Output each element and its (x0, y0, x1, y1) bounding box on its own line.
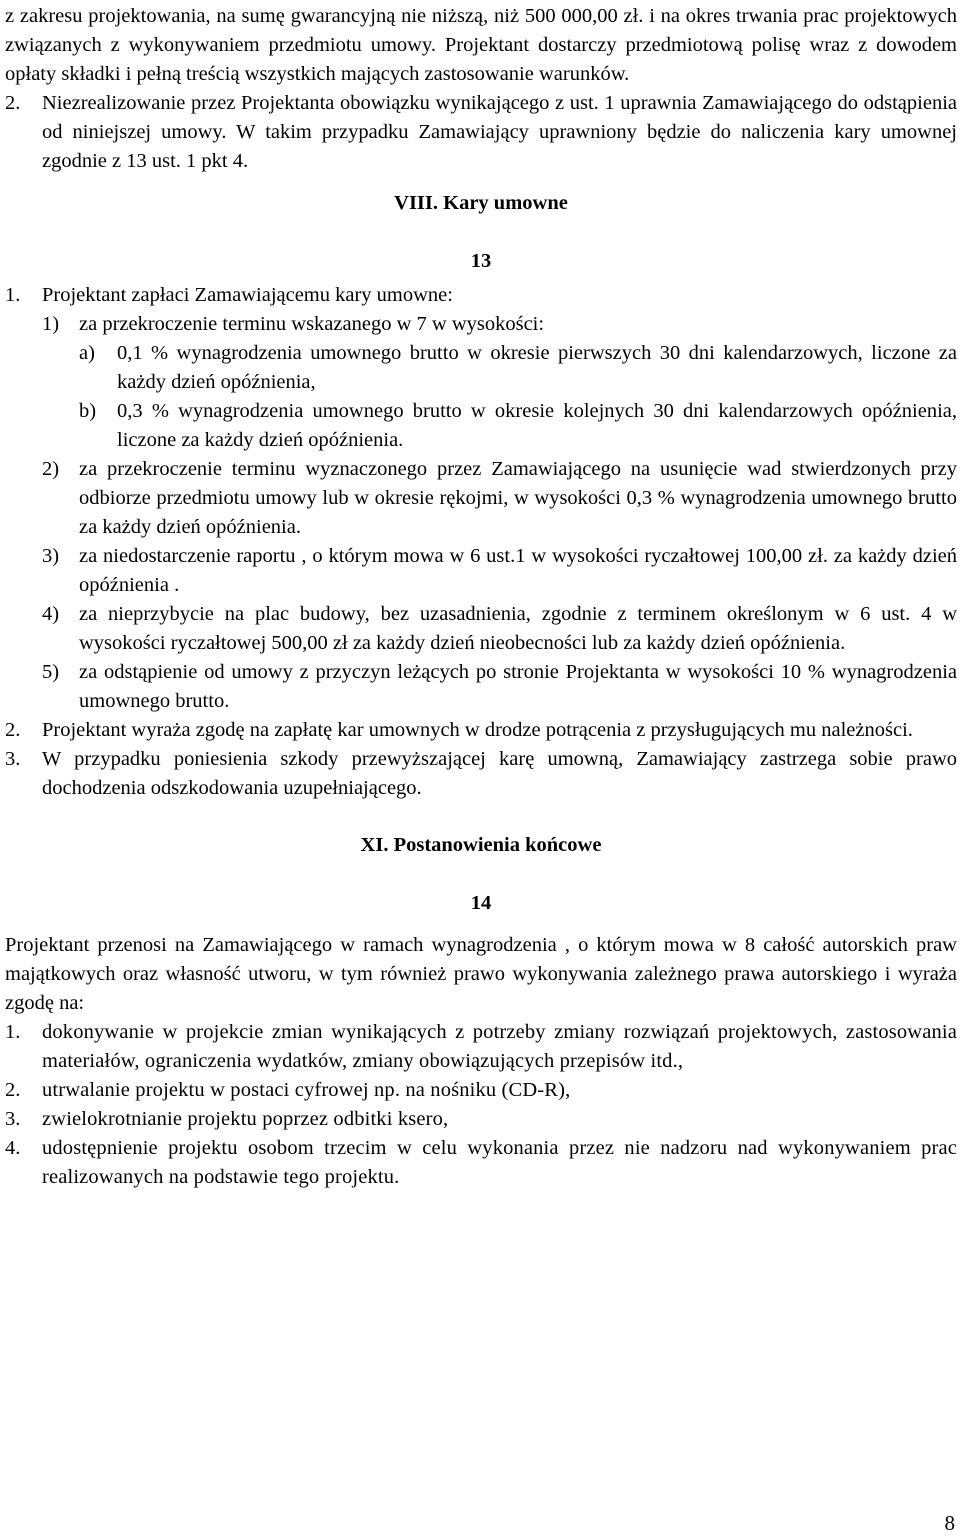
xi-item-1 (5, 1018, 957, 1076)
section-xi-intro: Projektant przenosi na Zamawiającego w ramach wynagrodzenia , o którym mowa w 8 całość autorskich praw majątkowych oraz własność utworu, w tym również prawo wykonywania zależnego prawa autorskiego i wyraża zgodę na: (5, 934, 957, 1014)
viii-item-3-text: W przypadku poniesienia szkody przewyższającej karę umowną, Zamawiający zastrzega sobie prawo dochodzenia odszkodowania uzupełniającego. (42, 748, 957, 799)
xi-item-2-number: 2. (5, 1079, 21, 1101)
point-2-number: 2. (5, 92, 21, 114)
xi-item-2 (5, 1076, 957, 1105)
xi-item-3-number: 3. (5, 1108, 21, 1130)
xi-item-4-number: 4. (5, 1137, 21, 1159)
xi-item-3 (5, 1105, 957, 1134)
viii-item-3 (5, 745, 957, 803)
xi-item-1-text: dokonywanie w projekcie zmian wynikających z potrzeby zmiany rozwiązań projektowych, zastosowania materiałów, ograniczenia wydatków, zmiany obowiązujących przepisów itd., (42, 1021, 957, 1072)
viii-item-1-sub-1-a-text: 0,1 % wynagrodzenia umownego brutto w okresie pierwszych 30 dni kalendarzowych, liczone za każdy dzień opóźnienia, (117, 342, 957, 393)
viii-item-1-sub-2-text: za przekroczenie terminu wyznaczonego przez Zamawiającego na usunięcie wad stwierdzonych przy odbiorze przedmiotu umowy lub w okresie rękojmi, w wysokości 0,3 % wynagrodzenia umownego brutto za każdy dzień opóźnienia. (79, 458, 957, 538)
viii-item-1-sub-1-a (5, 339, 957, 397)
xi-item-4-text: udostępnienie projektu osobom trzecim w celu wykonania przez nie nadzoru nad wykonywaniem prac realizowanych na podstawie tego projektu. (42, 1137, 957, 1188)
viii-item-1-sub-2-number: 2) (42, 458, 60, 480)
xi-item-1-number: 1. (5, 1021, 21, 1043)
viii-item-1-sub-1-number: 1) (42, 313, 60, 335)
viii-item-2-text: Projektant wyraża zgodę na zapłatę kar umownych w drodze potrącenia z przysługujących mu należności. (42, 719, 913, 741)
viii-item-1-sub-1-b (5, 397, 957, 455)
point-2 (5, 89, 957, 176)
viii-item-1-sub-4 (5, 600, 957, 658)
viii-item-1-sub-1-b-text: 0,3 % wynagrodzenia umownego brutto w okresie kolejnych 30 dni kalendarzowych opóźnienia, liczone za każdy dzień opóźnienia. (117, 400, 957, 451)
viii-item-1-text: Projektant zapłaci Zamawiającemu kary umowne: (42, 284, 453, 306)
xi-item-2-text: utrwalanie projektu w postaci cyfrowej np. na nośniku (CD-R), (42, 1079, 571, 1101)
viii-item-3-number: 3. (5, 748, 21, 770)
intro-paragraph: z zakresu projektowania, na sumę gwarancyjną nie niższą, niż 500 000,00 zł. i na okres trwania prac projektowych związanych z wykonywaniem przedmiotu umowy. Projektant dostarczy przedmiotową polisę wraz z dowodem opłaty składki i pełną treścią wszystkich mających zastosowanie warunków. (5, 5, 957, 85)
viii-item-1-sub-5 (5, 658, 957, 716)
viii-item-2 (5, 716, 957, 745)
page-number: 8 (944, 1511, 955, 1535)
point-2-text: Niezrealizowanie przez Projektanta obowiązku wynikającego z ust. 1 uprawnia Zamawiającego do odstąpienia od niniejszej umowy. W takim przypadku Zamawiający uprawniony będzie do naliczenia kary umownej zgodnie z 13 ust. 1 pkt 4. (42, 92, 957, 172)
viii-item-1-sub-1-b-number: b) (79, 400, 97, 422)
section-viii-paragraph-mark: 13 (470, 250, 492, 272)
viii-item-1-sub-5-number: 5) (42, 661, 60, 683)
viii-item-1-sub-3-number: 3) (42, 545, 60, 567)
viii-item-1 (5, 281, 957, 310)
viii-item-1-sub-2 (5, 455, 957, 542)
section-xi-paragraph-mark: 14 (470, 892, 492, 914)
page-content (5, 2, 957, 1192)
section-viii-title: VIII. Kary umowne (394, 192, 568, 214)
viii-item-1-number: 1. (5, 284, 21, 306)
viii-item-2-number: 2. (5, 719, 21, 741)
viii-item-1-sub-1-text: za przekroczenie terminu wskazanego w 7 w wysokości: (79, 313, 545, 335)
viii-item-1-sub-3-text: za niedostarczenie raportu , o którym mowa w 6 ust.1 w wysokości ryczałtowej 100,00 zł. za każdy dzień opóźnienia . (79, 545, 957, 596)
viii-item-1-sub-3 (5, 542, 957, 600)
viii-item-1-sub-1-a-number: a) (79, 342, 95, 364)
viii-item-1-sub-4-text: za nieprzybycie na plac budowy, bez uzasadnienia, zgodnie z terminem określonym w 6 ust. 4 w wysokości ryczałtowej 500,00 zł za każdy dzień nieobecności lub za każdy dzień opóźnienia. (79, 603, 957, 654)
viii-item-1-sub-5-text: za odstąpienie od umowy z przyczyn leżących po stronie Projektanta w wysokości 10 % wynagrodzenia umownego brutto. (79, 661, 957, 712)
section-xi-title: XI. Postanowienia końcowe (360, 834, 602, 856)
viii-item-1-sub-4-number: 4) (42, 603, 60, 625)
xi-item-3-text: zwielokrotnianie projektu poprzez odbitki ksero, (42, 1108, 449, 1130)
viii-item-1-sub-1 (5, 310, 957, 339)
xi-item-4 (5, 1134, 957, 1192)
